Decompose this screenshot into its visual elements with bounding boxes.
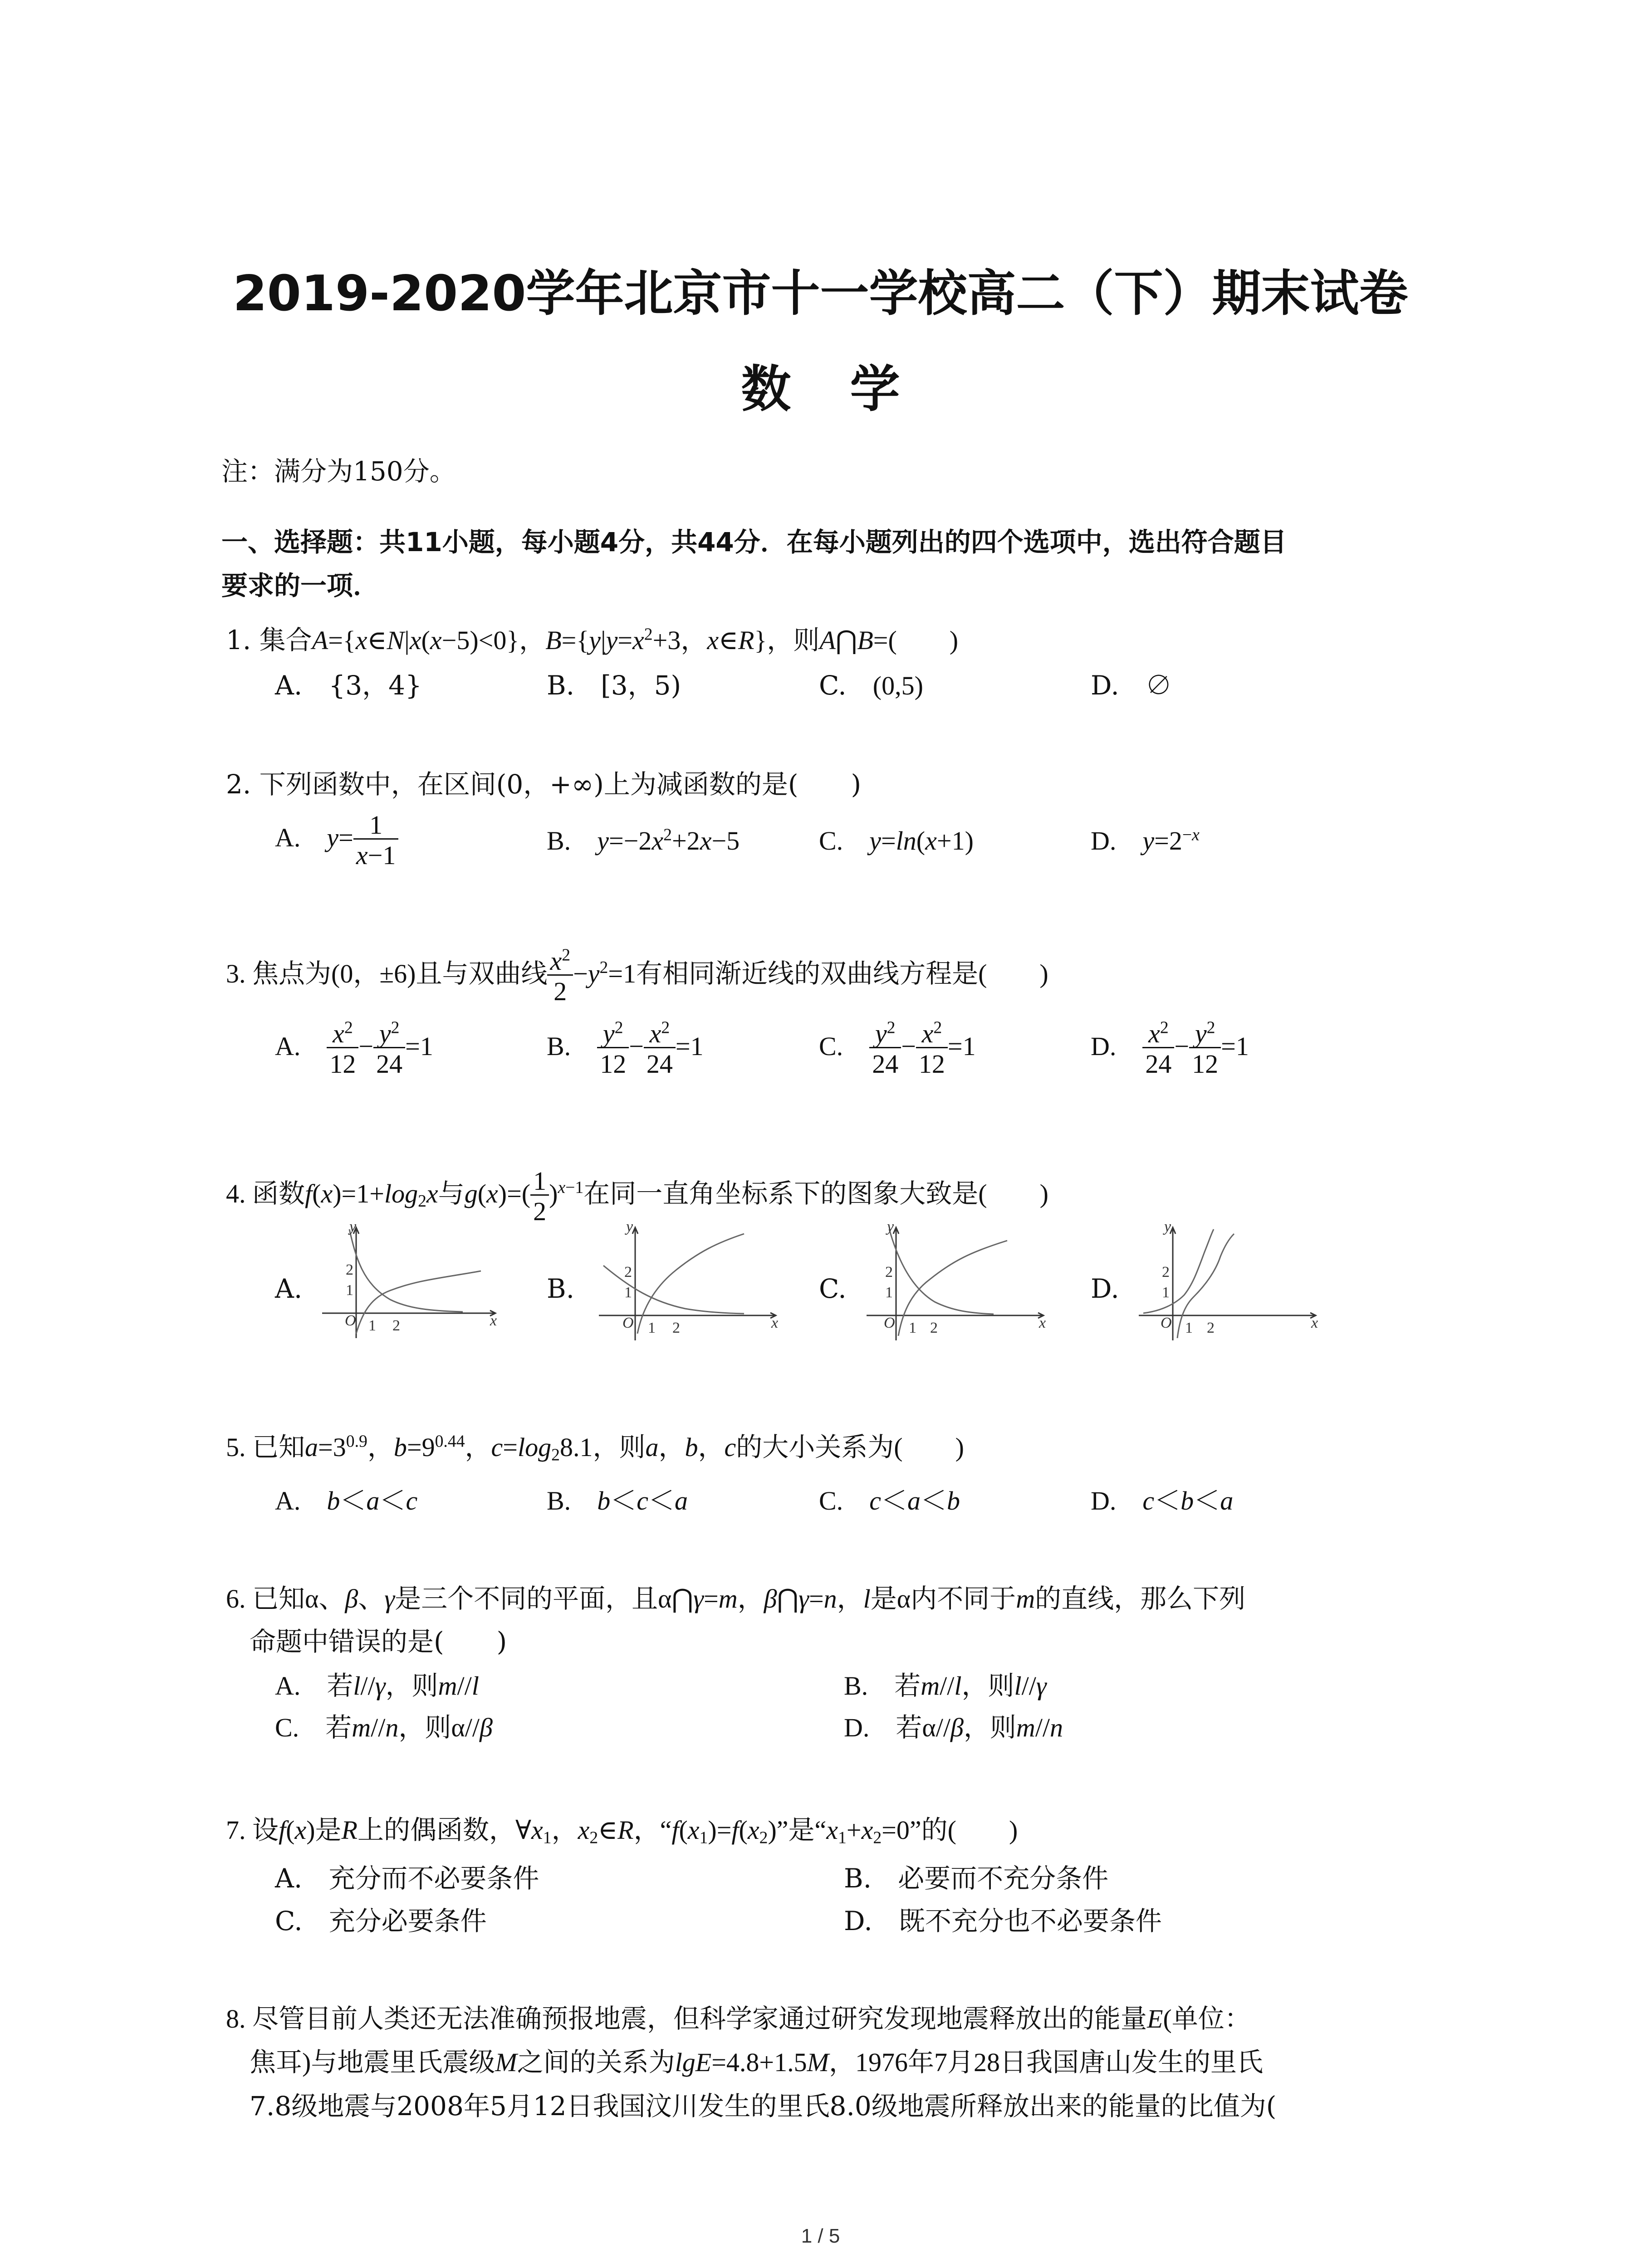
graph-a-ytick-2: 2 <box>346 1261 353 1278</box>
graph-a-origin: O <box>345 1312 356 1329</box>
q4-option-b: B. <box>547 1273 575 1304</box>
question-8-line1: 8. 尽管目前人类还无法准确预报地震，但科学家通过研究发现地震释放出的能量E(单位： <box>226 2004 1251 2033</box>
subject-title: 数学 <box>741 360 959 418</box>
q6-option-b: B. 若m//l，则l//γ <box>844 1671 1047 1701</box>
graph-d-y-label: y <box>1164 1220 1171 1235</box>
graph-c-ytick-1: 1 <box>885 1284 893 1301</box>
question-2-stem: 2. 下列函数中，在区间(0，+∞)上为减函数的是( ) <box>226 769 862 800</box>
graph-c-x-label: x <box>1039 1315 1046 1331</box>
question-1-stem: 1. 集合A={x∈N|x(x−5)<0}，$B=\{y|y=x^2+3$，x∈R}，则A⋂B=( ) <box>226 625 959 655</box>
graph-b-tick-2: 2 <box>672 1320 680 1336</box>
question-3-stem: 3. 焦点为(0，±6)且与双曲线 $\frac{x^2}{2}$ $-y^2=1$有相同渐近线的双曲线方程是( ) <box>226 945 1048 1006</box>
q1-option-b: B. [3，5) <box>547 670 681 701</box>
q7-option-c: C. 充分必要条件 <box>275 1906 487 1936</box>
q5-option-c: C. c＜a＜b <box>819 1486 960 1515</box>
q3-option-a: A. $\frac{x^2}{12}$ − $\frac{y^2}{24}$ =1 <box>275 1018 433 1079</box>
q2-option-a: A. y= $\frac{1}{x-1}$ <box>275 812 398 869</box>
graph-c-tick-1: 1 <box>909 1320 916 1336</box>
graph-b-ytick-2: 2 <box>624 1264 632 1281</box>
graph-a-ytick-1: 1 <box>346 1282 353 1299</box>
q5-option-a: A. b＜a＜c <box>275 1486 418 1515</box>
graph-a-tick-2: 2 <box>392 1317 400 1334</box>
graph-a-tick-1: 1 <box>368 1317 376 1334</box>
q2-option-d: D. $y=2^{-x}$ <box>1091 825 1200 855</box>
q1-option-d: D. ∅ <box>1091 670 1172 701</box>
q1-option-a: A. {3，4} <box>275 670 422 701</box>
q6-option-c: C. 若m//n，则α//β <box>275 1713 493 1742</box>
q4-option-d: D. <box>1091 1273 1119 1304</box>
graph-a-x-label: x <box>490 1312 497 1329</box>
graph-c-origin: O <box>884 1315 895 1331</box>
question-5-stem: 5. 已知$a=3^{0.9}$，$b=9^{0.44}$，$c=\log_28.1$，则a，b，c的大小关系为( ) <box>226 1432 964 1465</box>
graph-d-tick-2: 2 <box>1207 1320 1215 1336</box>
q4-option-c: C. <box>819 1273 847 1304</box>
graph-b-ytick-1: 1 <box>624 1284 632 1301</box>
graph-a-y-label: y <box>349 1220 357 1235</box>
graph-c-tick-2: 2 <box>930 1320 938 1336</box>
section-heading-line2: 要求的一项． <box>221 570 380 601</box>
q4-graph-b <box>594 1220 785 1347</box>
q3-option-b: B. $\frac{y^2}{12}$ − $\frac{x^2}{24}$ =1 <box>547 1018 704 1079</box>
graph-d-ytick-2: 2 <box>1162 1264 1170 1281</box>
q2-option-b: B. $y=-2x^2+2x-5$ <box>547 825 740 855</box>
section-heading-line1: 一、选择题：共11小题，每小题4分，共44分．在每小题列出的四个选项中，选出符合题目 <box>221 527 1287 557</box>
question-7-stem: 7. 设f(x)是R上的偶函数，$\forall x_1$，$x_2\in R$，“$f(x_1)=f(x_2)$”是“$x_1+x_2=0$”的( ) <box>226 1815 1018 1848</box>
graph-b-x-label: x <box>771 1315 779 1331</box>
graph-c-ytick-2: 2 <box>885 1264 893 1281</box>
q4-graph-d <box>1134 1220 1325 1347</box>
page-number: 1 / 5 <box>801 2225 840 2247</box>
page-title: 2019-2020学年北京市十一学校高二（下）期末试卷 <box>233 265 1408 322</box>
question-6-stem: 6. 已知α、β、γ是三个不同的平面，且α⋂γ=m，β⋂γ=n，l是α内不同于m的直线，那么下列 <box>226 1584 1246 1613</box>
q3-option-c: C. $\frac{y^2}{24}$ − $\frac{x^2}{12}$ =1 <box>819 1018 976 1079</box>
q2-option-c: C. y=ln(x+1) <box>819 826 974 855</box>
q7-option-d: D. 既不充分也不必要条件 <box>844 1906 1162 1936</box>
q7-option-b: B. 必要而不充分条件 <box>844 1863 1109 1894</box>
question-6-line2: 命题中错误的是( ) <box>250 1626 507 1657</box>
question-8-line2: 焦耳)与地震里氏震级M之间的关系为lgE=4.8+1.5M，1976年7月28日我国唐山发生的里氏 <box>250 2048 1263 2077</box>
graph-b-y-label: y <box>626 1220 633 1235</box>
graph-d-origin: O <box>1161 1315 1172 1331</box>
q4-graph-c <box>862 1220 1053 1347</box>
q5-option-b: B. b＜c＜a <box>547 1486 688 1515</box>
graph-d-ytick-1: 1 <box>1162 1284 1170 1301</box>
q5-option-d: D. c＜b＜a <box>1091 1486 1234 1515</box>
graph-b-tick-1: 1 <box>648 1320 656 1336</box>
graph-d-x-label: x <box>1311 1315 1318 1331</box>
q6-option-d: D. 若α//β，则m//n <box>844 1713 1063 1742</box>
q1-option-c: C. (0,5) <box>819 670 923 701</box>
question-4-stem: 4. 函数$f(x)=1+\log_2x$与g(x)=( $\frac{1}{2}$ )$^{x-1}$在同一直角坐标系下的图象大致是( ) <box>226 1166 1048 1226</box>
q4-graph-a <box>318 1220 499 1347</box>
score-note: 注：满分为150分。 <box>221 456 456 487</box>
q7-option-a: A. 充分而不必要条件 <box>275 1863 539 1894</box>
graph-b-origin: O <box>622 1315 634 1331</box>
question-8-line3: 7.8级地震与2008年5月12日我国汶川发生的里氏8.0级地震所释放出来的能量的比值为( <box>250 2091 1277 2121</box>
q3-option-d: D. $\frac{x^2}{24}$ − $\frac{y^2}{12}$ =1 <box>1091 1018 1249 1079</box>
q6-option-a: A. 若l//γ，则m//l <box>275 1671 479 1701</box>
q4-option-a: A. <box>275 1273 303 1304</box>
graph-c-y-label: y <box>887 1220 894 1235</box>
graph-d-tick-1: 1 <box>1185 1320 1193 1336</box>
